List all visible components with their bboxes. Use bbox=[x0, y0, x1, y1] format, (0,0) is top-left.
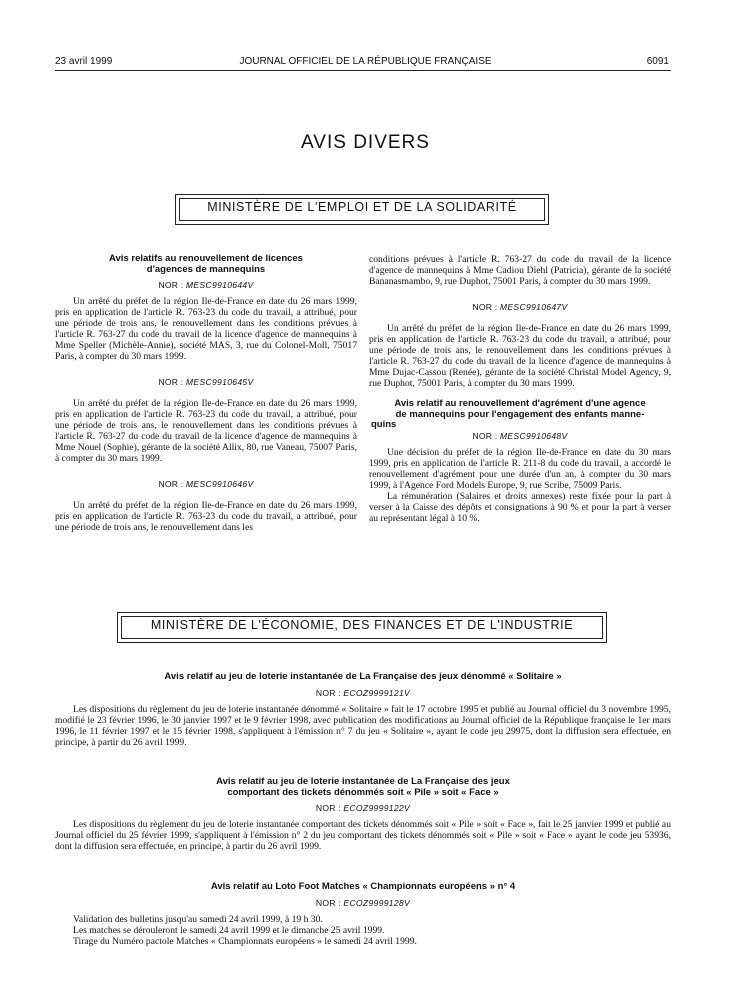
nor-code: MESC9910647V bbox=[499, 302, 568, 312]
avis-title-line: Avis relatif au jeu de loterie instantanée de La Française des jeux bbox=[216, 776, 510, 787]
nor-code: ECOZ9999128V bbox=[343, 897, 411, 908]
nor-prefix: NOR : bbox=[315, 897, 341, 908]
ministry-heading-economie bbox=[117, 612, 607, 643]
nor-prefix: NOR : bbox=[158, 479, 184, 489]
avis-title: Avis relatif au Loto Foot Matches « Championnats européens » n° 4 bbox=[210, 881, 516, 892]
avis-paragraph: La rémunération (Salaires et droits annexes) reste fixée pour la part à verser à la Caisse des dépôts et consignations à 90 % et pour la part à verser au représentant légal à 10 %. bbox=[369, 490, 671, 524]
nor-prefix: NOR : bbox=[158, 280, 184, 290]
header-rule bbox=[55, 70, 671, 71]
nor-prefix: NOR : bbox=[315, 687, 341, 698]
nor-prefix: NOR : bbox=[315, 803, 341, 813]
nor-prefix: NOR : bbox=[472, 302, 498, 312]
avis-title-line: de mannequins pour l'engagement des enfants manne- bbox=[395, 408, 645, 420]
avis-paragraph: Les dispositions du règlement du jeu de loterie instantanée dénommé « Solitaire » fait le 17 octobre 1995 et publié au Journal officiel du 3 novembre 1995, modifié le 23 février 1996, le 30 janvier 1997 et le 9 février 1998, avec publication des modifications au Journal officiel de la République française le 1er mars 1996, le 11 février 1997 et le 15 février 1998, s'appliquent à l'émission n° 7 du jeu « Solitaire », ayant le code jeu 29975, dont la diffusion sera effectuée, en principe, à partir du 26 avril 1999. bbox=[55, 703, 671, 748]
avis-pile-face bbox=[55, 777, 671, 852]
left-column bbox=[55, 254, 357, 533]
avis-paragraph: Un arrêté du préfet de la région Ile-de-France en date du 26 mars 1999, pris en application de l'article R. 763-23 du code du travail, a attribué, pour une période de trois ans, le renouvellement dans les conditions prévues à l'article R. 763-27 du code du travail de la licence d'agence de mannequins à Mme Nouel (Sophie), gérante de la société Allix, 80, rue Vaneau, 75007 Paris, à compter du 30 mars 1999. bbox=[55, 398, 357, 464]
ministry-title: MINISTÈRE DE L'EMPLOI ET DE LA SOLIDARITÉ bbox=[207, 200, 517, 214]
nor-prefix: NOR : bbox=[158, 377, 184, 387]
avis-title-line: Avis relatif au renouvellement d'agrément d'une agence bbox=[394, 398, 646, 409]
nor-reference bbox=[55, 803, 671, 814]
nor-reference bbox=[369, 431, 671, 442]
nor-reference bbox=[55, 898, 671, 909]
right-column bbox=[369, 254, 671, 524]
avis-title-line: d'agences de mannequins bbox=[146, 263, 266, 275]
nor-reference bbox=[55, 479, 357, 490]
ministry-title: MINISTÈRE DE L'ÉCONOMIE, DES FINANCES ET DE L'INDUSTRIE bbox=[150, 618, 574, 632]
nor-code: MESC9910645V bbox=[185, 377, 254, 387]
header-journal-title: JOURNAL OFFICIEL DE LA RÉPUBLIQUE FRANÇAISE bbox=[239, 56, 492, 67]
avis-line: Tirage du Numéro pactole Matches « Championnats européens » le samedi 24 avril 1999. bbox=[73, 935, 417, 947]
avis-paragraph: Un arrêté du préfet de la région Ile-de-France en date du 26 mars 1999, pris en application de l'article R. 763-23 du code du travail, a attribué, pour une période de trois ans, le renouvellement dans les conditions prévues à l'article R. 763-27 du code du travail de la licence d'agence de mannequins à Mme Dujac-Cassou (Renée), gérante de la société Christal Model Agency, 9, rue Duphot, 75001 Paris, à compter du 30 mars 1999. bbox=[369, 323, 671, 389]
avis-solitaire bbox=[55, 672, 671, 748]
avis-title-line: comportant des tickets dénommés soit « Pile » soit « Face » bbox=[227, 786, 499, 798]
section-title: AVIS DIVERS bbox=[301, 132, 430, 153]
nor-code: ECOZ9999122V bbox=[343, 803, 411, 813]
avis-title-line: quins bbox=[371, 419, 397, 430]
nor-reference bbox=[55, 280, 357, 291]
header-page-number: 6091 bbox=[646, 56, 669, 67]
avis-title-line: Avis relatifs au renouvellement de licences bbox=[109, 253, 303, 264]
avis-paragraph: Les dispositions du règlement du jeu de loterie instantanée comportant des tickets dénommés soit « Pile » soit « Face », fait le 25 janvier 1999 et publié au Journal officiel du 25 février 1999, s'appliquent à l'émission n° 2 du jeu comportant des tickets dénommés soit « Pile » soit « Face » ayant le code jeu 53936, dont la diffusion sera effectuée, en principe, à partir du 26 avril 1999. bbox=[55, 819, 671, 852]
avis-line: Validation des bulletins jusqu'au samedi 24 avril 1999, à 19 h 30. bbox=[73, 913, 323, 925]
nor-code: MESC9910646V bbox=[185, 479, 254, 489]
avis-paragraph: Un arrêté du préfet de la région Ile-de-France en date du 26 mars 1999, pris en application de l'article R. 763-23 du code du travail, a attribué, pour une période de trois ans, le renouvellement dans les bbox=[55, 500, 357, 533]
nor-reference bbox=[55, 377, 357, 388]
nor-code: MESC9910644V bbox=[185, 280, 254, 290]
avis-title: Avis relatif au jeu de loterie instantanée de La Française des jeux dénommé « Solitaire » bbox=[164, 671, 562, 682]
header-date: 23 avril 1999 bbox=[55, 56, 113, 67]
avis-paragraph: Une décision du préfet de la région Ile-de-France en date du 30 mars 1999, pris en application de l'article R. 211-8 du code du travail, a accordé le renouvellement d'agrément pour une durée d'un an, à compter du 30 mars 1999, à l'Agence Ford Models Europe, 9, rue Scribe, 75009 Paris. bbox=[369, 446, 671, 491]
nor-prefix: NOR : bbox=[472, 430, 498, 441]
nor-reference bbox=[369, 302, 671, 313]
avis-paragraph-continued: conditions prévues à l'article R. 763-27 du code du travail de la licence d'agence de mannequins à Mme Cadiou Diehl (Patricia), gérante de la société Bananasmambo, 9, rue Duphot, 75001 Paris, à compter du 30 mars 1999. bbox=[369, 254, 671, 287]
avis-line: Les matches se dérouleront le samedi 24 avril 1999 et le dimanche 25 avril 1999. bbox=[73, 924, 385, 936]
avis-loto-foot bbox=[55, 882, 671, 947]
nor-reference bbox=[55, 688, 671, 699]
nor-code: ECOZ9999121V bbox=[343, 687, 411, 698]
ministry-heading-emploi bbox=[175, 194, 549, 225]
avis-paragraph: Un arrêté du préfet de la région Ile-de-France en date du 26 mars 1999, pris en application de l'article R. 763-23 du code du travail, a attribué, pour une période de trois ans, le renouvellement dans les conditions prévues à l'article R. 763-27 du code du travail de la licence d'agence de mannequins à Mme Speller (Michèle-Annie), société MAS, 3, rue du Colonel-Moll, 75017 Paris, à compter du 30 mars 1999. bbox=[55, 296, 357, 362]
nor-code: MESC9910648V bbox=[499, 430, 568, 441]
